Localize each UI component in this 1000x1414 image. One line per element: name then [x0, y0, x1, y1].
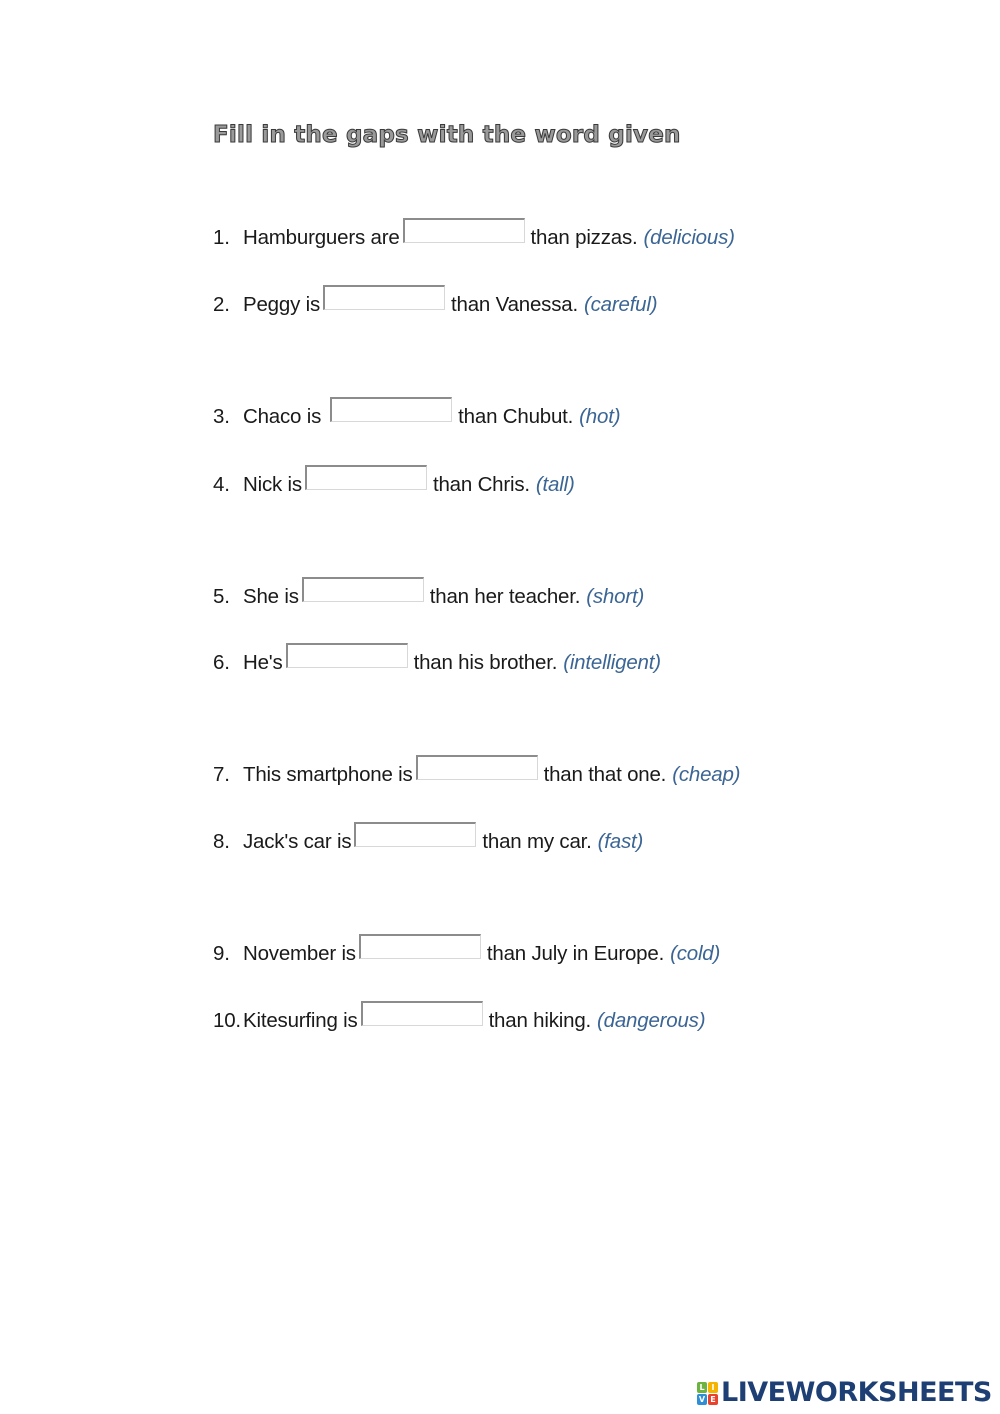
answer-input-1[interactable] — [403, 218, 525, 243]
item-number: 5. — [213, 585, 230, 608]
exercise-item-4 — [213, 465, 575, 497]
answer-input-6[interactable] — [286, 643, 408, 668]
sentence-end: than that one. — [543, 763, 667, 786]
word-hint: (fast) — [597, 830, 644, 853]
sentence-end: than her teacher. — [429, 585, 581, 608]
exercise-item-5 — [213, 577, 644, 609]
word-hint: (hot) — [579, 405, 621, 428]
answer-input-3[interactable] — [330, 397, 452, 422]
word-hint: (delicious) — [643, 226, 735, 249]
sentence-start: He's — [243, 651, 283, 674]
sentence-start: Hamburguers are — [243, 226, 400, 249]
sentence-end: than Chris. — [432, 473, 530, 496]
word-hint: (cold) — [670, 942, 721, 965]
answer-input-4[interactable] — [305, 465, 427, 490]
item-number: 2. — [213, 293, 230, 316]
worksheet-title: Fill in the gaps with the word given — [213, 122, 681, 148]
word-hint: (careful) — [583, 293, 658, 316]
logo-block-l: L — [697, 1382, 707, 1393]
item-number: 3. — [213, 405, 230, 428]
item-number: 4. — [213, 473, 230, 496]
exercise-item-7 — [213, 755, 740, 787]
sentence-end: than my car. — [482, 830, 592, 853]
item-number: 9. — [213, 942, 230, 965]
sentence-start: Peggy is — [243, 293, 321, 316]
word-hint: (short) — [586, 585, 645, 608]
sentence-start: Jack's car is — [243, 830, 352, 853]
item-number: 8. — [213, 830, 230, 853]
sentence-end: than July in Europe. — [486, 942, 665, 965]
item-number: 7. — [213, 763, 230, 786]
sentence-end: than hiking. — [488, 1009, 592, 1032]
sentence-start: Kitesurfing is — [243, 1009, 358, 1032]
sentence-end: than Vanessa. — [451, 293, 578, 316]
item-number: 6. — [213, 651, 230, 674]
word-hint: (tall) — [535, 473, 575, 496]
exercise-item-6 — [213, 643, 661, 675]
item-number: 10. — [213, 1009, 241, 1032]
exercise-item-9 — [213, 934, 720, 966]
exercise-item-1 — [213, 218, 735, 250]
word-hint: (cheap) — [672, 763, 741, 786]
sentence-start: Nick is — [243, 473, 302, 496]
sentence-start: She is — [243, 585, 299, 608]
answer-input-8[interactable] — [354, 822, 476, 847]
logo-block-i: I — [708, 1382, 718, 1393]
sentence-end: than his brother. — [413, 651, 558, 674]
sentence-end: than Chubut. — [458, 405, 574, 428]
exercise-item-10 — [213, 1001, 705, 1033]
liveworksheets-logo[interactable] — [697, 1379, 992, 1407]
logo-block-e: E — [708, 1394, 718, 1405]
answer-input-2[interactable] — [323, 285, 445, 310]
word-hint: (dangerous) — [597, 1009, 706, 1032]
exercise-item-2 — [213, 285, 657, 317]
sentence-end: than pizzas. — [530, 226, 638, 249]
sentence-start: November is — [243, 942, 356, 965]
answer-input-10[interactable] — [361, 1001, 483, 1026]
exercise-item-3 — [213, 397, 620, 429]
sentence-start: This smartphone is — [243, 763, 413, 786]
logo-block-v: V — [698, 1394, 706, 1404]
word-hint: (intelligent) — [563, 651, 661, 674]
item-number: 1. — [213, 226, 230, 249]
logo-text: LIVEWORKSHEETS — [721, 1377, 992, 1408]
sentence-start: Chaco is — [243, 405, 322, 428]
answer-input-5[interactable] — [302, 577, 424, 602]
logo-blocks-icon — [697, 1382, 718, 1405]
answer-input-7[interactable] — [416, 755, 538, 780]
answer-input-9[interactable] — [359, 934, 481, 959]
exercise-item-8 — [213, 822, 643, 854]
